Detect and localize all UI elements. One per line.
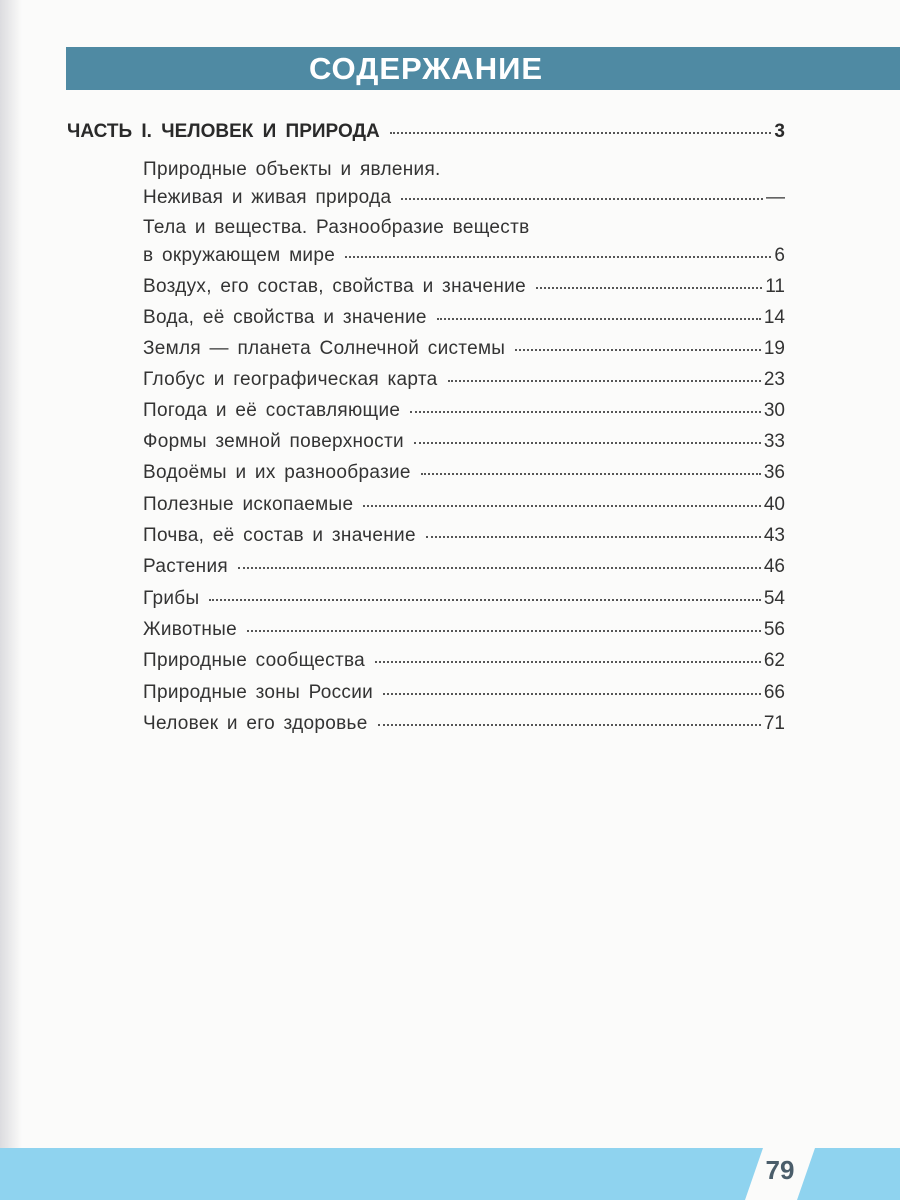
entry-title: Полезные ископаемые (143, 494, 354, 515)
page-ref: 19 (763, 338, 785, 359)
page-ref: 11 (765, 276, 785, 297)
dot-leader (448, 379, 761, 382)
dot-leader (515, 348, 761, 351)
dot-leader (437, 317, 761, 320)
toc-entry[interactable] (143, 588, 785, 610)
entry-title: Грибы (143, 588, 200, 609)
dot-leader (238, 566, 761, 569)
page-ref: 43 (763, 525, 785, 546)
dot-leader (345, 255, 771, 258)
page-ref: 23 (763, 369, 785, 390)
entry-title: в окружающем мире (143, 245, 336, 266)
entry-title: Животные (143, 619, 238, 640)
page-ref: 33 (763, 431, 785, 452)
toc-part-heading[interactable] (67, 121, 785, 143)
toc-entry-line1: Природные объекты и явления. (143, 159, 441, 180)
dot-leader (375, 660, 761, 663)
dot-leader (536, 286, 762, 289)
dot-leader (414, 441, 761, 444)
dot-leader (363, 504, 760, 507)
dot-leader (421, 472, 761, 475)
toc-entry[interactable] (143, 245, 785, 267)
page-ref: 36 (763, 462, 785, 483)
toc-entry-line1: Тела и вещества. Разнообразие веществ (143, 217, 530, 238)
dot-leader (410, 410, 761, 413)
entry-title: Вода, её свойства и значение (143, 307, 427, 328)
entry-title: Почва, её состав и значение (143, 525, 416, 546)
dot-leader (390, 131, 772, 134)
page-ref: 71 (763, 713, 785, 734)
page-ref: 66 (763, 682, 785, 703)
toc-entry[interactable] (143, 650, 785, 672)
entry-title: Глобус и географическая карта (143, 369, 438, 390)
toc-entry[interactable] (143, 338, 785, 360)
page-ref: 54 (763, 588, 785, 609)
toc-entry[interactable] (143, 619, 785, 641)
page-ref: 56 (763, 619, 785, 640)
entry-title: Природные зоны России (143, 682, 374, 703)
page-ref: 6 (774, 245, 785, 266)
toc-entry[interactable] (143, 713, 785, 735)
entry-title: Воздух, его состав, свойства и значение (143, 276, 526, 297)
page-ref: 46 (763, 556, 785, 577)
page-number: 79 (765, 1155, 795, 1185)
dot-leader (426, 535, 761, 538)
entry-title: Погода и её составляющие (143, 400, 401, 421)
dot-leader (209, 598, 760, 601)
dot-leader (383, 692, 761, 695)
page-ref: 14 (763, 307, 785, 328)
page-ref: 30 (763, 400, 785, 421)
toc-entry[interactable] (143, 682, 785, 704)
toc-entry[interactable] (143, 556, 785, 578)
entry-title: Растения (143, 556, 228, 577)
entry-title: Водоёмы и их разнообразие (143, 462, 411, 483)
page-ref: 62 (763, 650, 785, 671)
page-title: СОДЕРЖАНИЕ (308, 51, 544, 86)
page-edge-shadow (0, 0, 22, 1200)
toc-entry[interactable] (143, 462, 785, 484)
toc-entry[interactable] (143, 431, 785, 453)
entry-title: Человек и его здоровье (143, 713, 368, 734)
toc-entry[interactable] (143, 525, 785, 547)
toc-entry[interactable] (143, 494, 785, 516)
page-ref: 3 (774, 121, 785, 142)
toc-entry[interactable] (143, 187, 785, 209)
page-ref: — (766, 187, 785, 208)
dot-leader (378, 723, 761, 726)
header-bar (66, 47, 900, 90)
toc-entry[interactable] (143, 276, 785, 298)
dot-leader (247, 629, 761, 632)
entry-title: Неживая и живая природа (143, 187, 392, 208)
entry-title: Земля — планета Солнечной системы (143, 338, 506, 359)
toc-entry[interactable] (143, 400, 785, 422)
toc-entry[interactable] (143, 307, 785, 329)
toc-entry[interactable] (143, 369, 785, 391)
part-title: ЧАСТЬ I. ЧЕЛОВЕК И ПРИРОДА (67, 121, 380, 142)
entry-title: Природные сообщества (143, 650, 365, 671)
dot-leader (401, 197, 763, 200)
page-ref: 40 (763, 494, 785, 515)
entry-title: Формы земной поверхности (143, 431, 404, 452)
